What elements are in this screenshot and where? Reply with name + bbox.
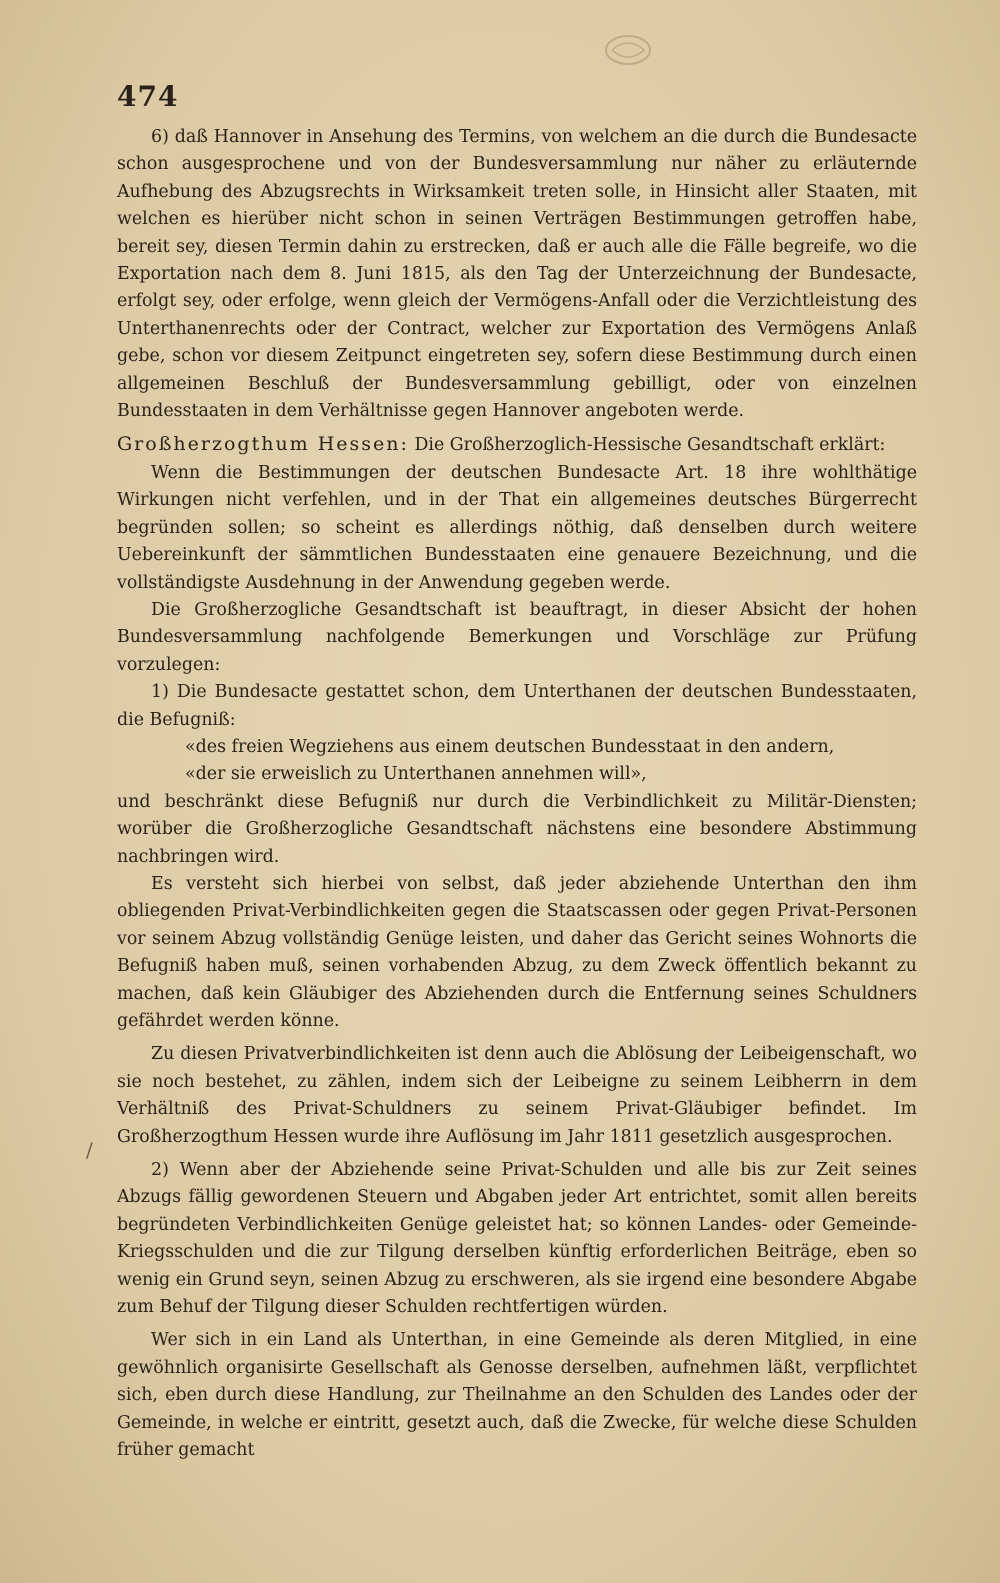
section-heading-title: Großherzogthum Hessen: bbox=[117, 433, 409, 456]
paragraph-point-2: 2) Wenn aber der Abziehende seine Privat-Schulden und alle bis zur Zeit seines Abzugs fällig gewordenen Steuern und Abgaben jeder Art entrichtet, somit allen bereits begründeten Verbindlichkeiten Genüge geleistet hat; so können Landes- oder Gemeinde-Kriegsschulden und die zur Tilgung derselben künftig erforderlichen Beiträge, eben so wenig ein Grund seyn, seinen Abzug zu erschweren, als sie irgend eine besondere Abgabe zum Behuf der Tilgung dieser Schulden rechtfertigen würden. bbox=[117, 1160, 917, 1318]
paragraph-membership: Wer sich in ein Land als Unterthan, in eine Gemeinde als deren Mitglied, in eine gewöhnlich organisirte Gesellschaft als Genosse derselben, aufnehmen läßt, verpflichtet sich, eben durch diese Handlung, zur Theilnahme an den Schulden des Landes oder der Gemeinde, in welche er eintritt, gesetzt auch, daß die Zwecke, für welche diese Schulden früher gemacht bbox=[117, 1330, 917, 1461]
section-heading bbox=[117, 431, 917, 459]
body-text bbox=[117, 124, 917, 1465]
paragraph-serfdom: Zu diesen Privatverbindlichkeiten ist denn auch die Ablösung der Leibeigenschaft, wo sie noch bestehet, zu zählen, indem sich der Leibeigne zu seinem Leibherrn in dem Verhältniß des Privat-Schuldners zu seinem Privat-Gläubiger befindet. Im Großherzogthum Hessen wurde ihre Auflösung im Jahr 1811 gesetzlich ausgesprochen. bbox=[117, 1044, 917, 1147]
paragraph-intro: Wenn die Bestimmungen der deutschen Bundesacte Art. 18 ihre wohlthätige Wirkungen nicht verfehlen, und in der That ein allgemeines deutsches Bürgerrecht begründen sollen; so scheint es allerdings nöthig, daß denselben durch weitere Uebereinkunft der sämmtlichen Bundesstaaten eine genauere Bezeichnung, und die vollständigste Ausdehnung in der Anwendung gegeben werde. bbox=[117, 462, 917, 593]
paragraph-mandate: Die Großherzogliche Gesandtschaft ist beauftragt, in dieser Absicht der hohen Bundesversammlung nachfolgende Bemerkungen und Vorschläge zur Prüfung vorzulegen: bbox=[117, 599, 917, 675]
section-heading-text: Die Großherzoglich-Hessische Gesandtschaft erklärt: bbox=[414, 435, 886, 456]
library-stamp-icon bbox=[598, 30, 658, 70]
paragraph-restriction: und beschränkt diese Befugniß nur durch die Verbindlichkeit zu Militär-Diensten; worüber die Großherzogliche Gesandtschaft nächstens eine besondere Abstimmung nachbringen wird. bbox=[117, 791, 917, 867]
quote-line-2: «der sie erweislich zu Unterthanen annehmen will», bbox=[185, 764, 647, 785]
margin-pencil-mark: / bbox=[86, 1138, 93, 1162]
paragraph-obligations: Es versteht sich hierbei von selbst, daß jeder abziehende Unterthan den ihm obliegenden Privat-Verbindlichkeiten gegen die Staatscassen oder gegen Privat-Personen vor seinem Abzug vollständig Genüge leisten, und daher das Gericht seines Wohnorts die Befugniß haben muß, seinen vorhabenden Abzug, zu dem Zweck öffentlich bekannt zu machen, daß kein Gläubiger des Abziehenden durch die Entfernung seines Schuldners gefährdet werden könne. bbox=[117, 873, 917, 1031]
page-number: 474 bbox=[117, 80, 179, 113]
paragraph-point-1: 1) Die Bundesacte gestattet schon, dem Unterthanen der deutschen Bundesstaaten, die Befugniß: bbox=[117, 682, 917, 730]
paragraph-6: 6) daß Hannover in Ansehung des Termins, von welchem an die durch die Bundesacte schon ausgesprochene und von der Bundesversammlung nur näher zu erläuternde Aufhebung des Abzugsrechts in Wirksamkeit treten solle, in Hinsicht aller Staaten, mit welchen es hierüber nicht schon in seinen Verträgen Bestimmungen getroffen habe, bereit sey, diesen Termin dahin zu erstrecken, daß er auch alle die Fälle begreife, wo die Exportation nach dem 8. Juni 1815, als den Tag der Unterzeichnung der Bundesacte, erfolgt sey, oder erfolge, wenn gleich der Vermögens-Anfall oder die Verzichtleistung des Unterthanenrechts oder der Contract, welcher zur Exportation des Vermögens Anlaß gebe, schon vor diesem Zeitpunct eingetreten sey, sofern diese Bestimmung durch einen allgemeinen Beschluß der Bundesversammlung gebilligt, oder von einzelnen Bundesstaaten in dem Verhältnisse gegen Hannover angeboten werde. bbox=[117, 127, 917, 422]
quote-line-1: «des freien Wegziehens aus einem deutschen Bundesstaat in den andern, bbox=[185, 736, 835, 757]
